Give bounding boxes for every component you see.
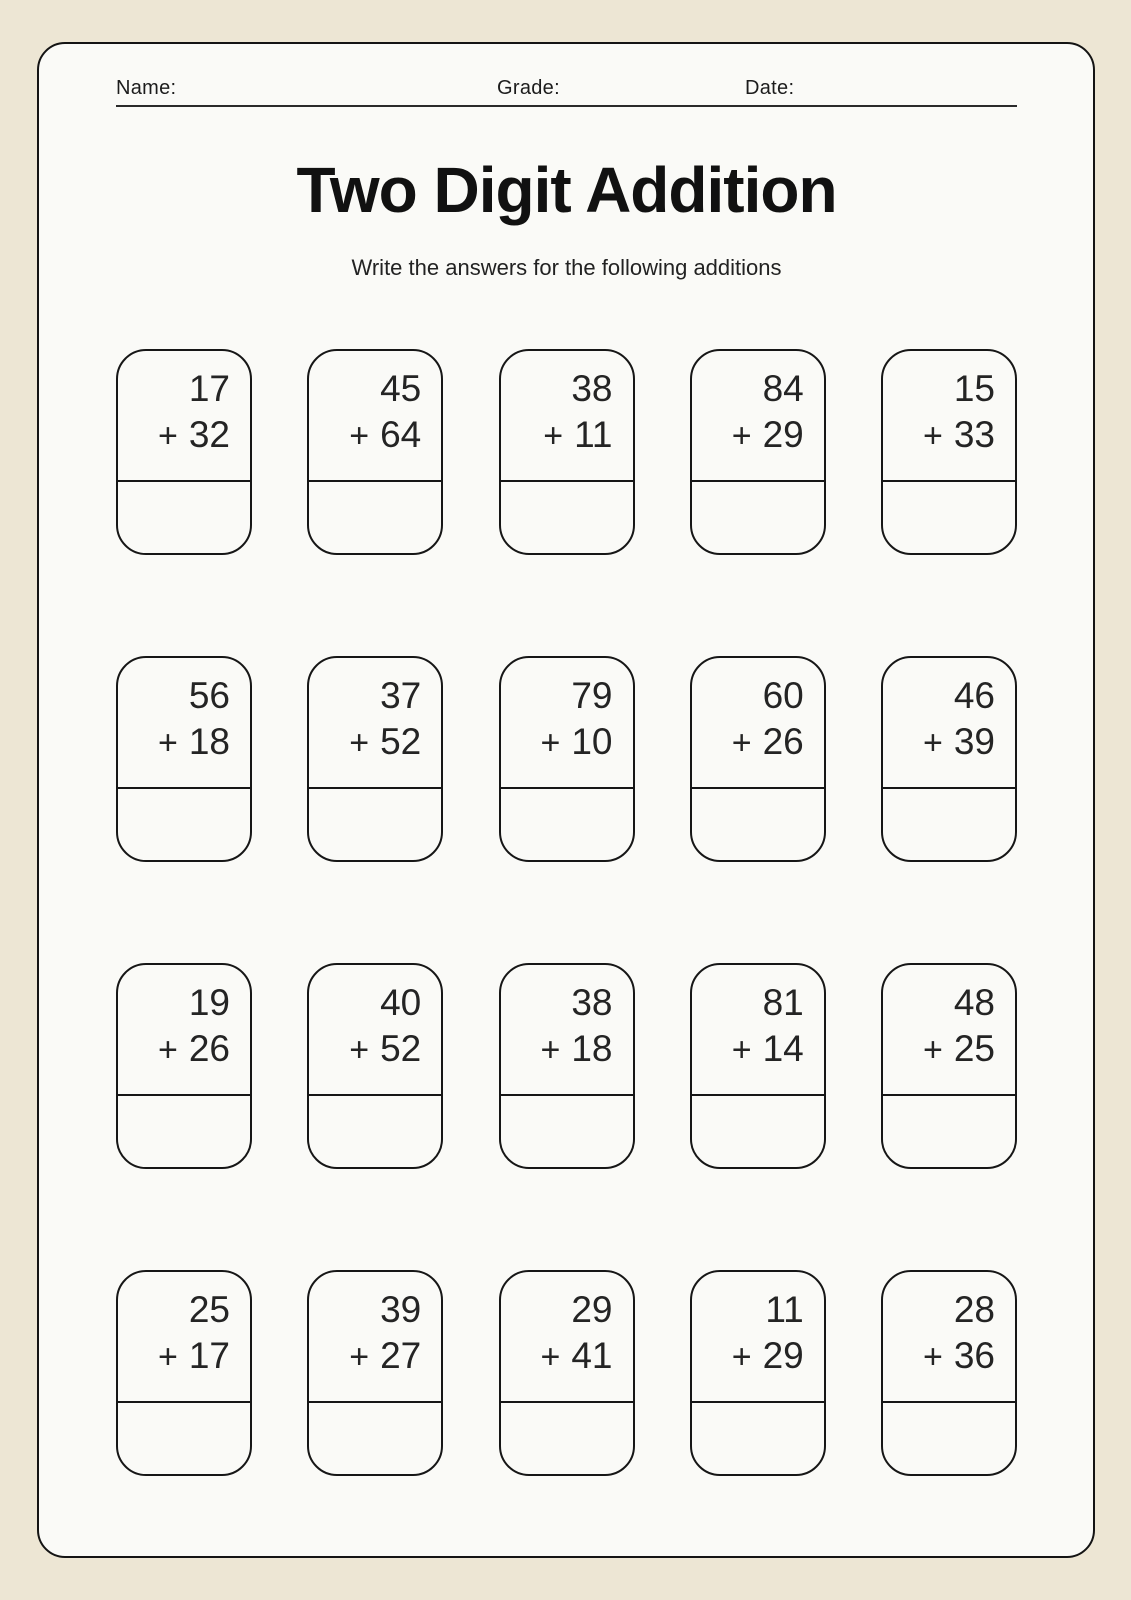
addend-bottom: 18 [188,721,230,762]
plus-sign: + [731,1338,752,1376]
problems-row [116,963,1017,1169]
problem-area [309,351,441,482]
plus-sign: + [922,417,943,455]
addend-top-line [954,1287,995,1333]
addition-card [690,349,826,555]
addend-bottom-line [732,412,804,459]
addend-bottom-line [158,412,230,459]
problem-area [501,658,633,789]
addition-card [499,656,635,862]
addend-top: 25 [188,1289,230,1330]
addend-bottom: 29 [762,1335,804,1376]
problem-area [501,351,633,482]
addition-card [881,963,1017,1169]
addend-bottom-line [732,1333,804,1380]
addend-top: 11 [765,1289,804,1330]
addend-bottom-line [732,719,804,766]
addition-card [116,349,252,555]
problem-area [883,658,1015,789]
addend-top-line [380,673,421,719]
addend-top-line [189,673,230,719]
addend-bottom: 10 [571,721,613,762]
page-subtitle: Write the answers for the following additions [351,255,782,280]
addend-top-line [571,1287,612,1333]
plus-sign: + [157,417,178,455]
problem-area [309,965,441,1096]
addend-top-line [763,366,804,412]
answer-space[interactable] [309,1096,441,1167]
problem-area [883,965,1015,1096]
answer-space[interactable] [883,789,1015,860]
addend-bottom: 52 [380,721,422,762]
addend-bottom: 27 [380,1335,422,1376]
page-title: Two Digit Addition [296,154,837,226]
plus-sign: + [349,1338,370,1376]
addend-top-line [380,1287,421,1333]
addend-top: 38 [571,982,613,1023]
addition-card [499,1270,635,1476]
addend-bottom: 41 [571,1335,613,1376]
answer-space[interactable] [501,1096,633,1167]
addend-bottom-line [540,1333,612,1380]
addend-top: 17 [188,368,230,409]
addend-bottom-line [540,719,612,766]
problem-area [118,351,250,482]
addend-bottom: 17 [188,1335,230,1376]
plus-sign: + [349,724,370,762]
problem-area [118,1272,250,1403]
addend-bottom-line [923,1026,995,1073]
plus-sign: + [540,1338,561,1376]
problem-area [883,1272,1015,1403]
addend-top-line [571,673,612,719]
problems-row [116,349,1017,555]
addend-bottom: 52 [380,1028,422,1069]
addend-bottom: 64 [380,414,422,455]
addend-top: 19 [188,982,230,1023]
addend-top-line [763,673,804,719]
addend-bottom-line [349,1026,421,1073]
plus-sign: + [731,724,752,762]
plus-sign: + [349,1031,370,1069]
addition-card [881,1270,1017,1476]
addend-top: 38 [571,368,613,409]
addend-bottom: 29 [762,414,804,455]
addend-bottom-line [923,719,995,766]
addend-top-line [954,673,995,719]
header-write-in-line [116,105,1017,107]
answer-space[interactable] [692,1096,824,1167]
addend-top: 84 [762,368,804,409]
addend-bottom-line [349,719,421,766]
addend-bottom-line [923,1333,995,1380]
addend-bottom-line [732,1026,804,1073]
addend-top: 39 [380,1289,422,1330]
addend-top: 81 [762,982,804,1023]
addend-top-line [763,980,804,1026]
addend-top-line [380,980,421,1026]
addition-card [690,656,826,862]
answer-space[interactable] [118,1403,250,1474]
plus-sign: + [543,417,564,455]
problem-area [692,965,824,1096]
addend-top-line [189,980,230,1026]
problem-area [118,965,250,1096]
addend-top: 79 [571,675,613,716]
answer-space[interactable] [883,482,1015,553]
problem-area [309,658,441,789]
addend-bottom-line [540,1026,612,1073]
addend-top-line [954,366,995,412]
addition-card [307,656,443,862]
problems-grid [116,349,1017,1476]
header [116,77,1017,103]
answer-space[interactable] [883,1403,1015,1474]
problem-area [692,1272,824,1403]
addend-bottom-line [543,412,612,459]
answer-space[interactable] [501,789,633,860]
addend-bottom-line [158,1333,230,1380]
addend-bottom: 26 [762,721,804,762]
plus-sign: + [922,1338,943,1376]
addend-top-line [380,366,421,412]
answer-space[interactable] [883,1096,1015,1167]
plus-sign: + [540,1031,561,1069]
addend-top: 56 [188,675,230,716]
plus-sign: + [922,724,943,762]
answer-space[interactable] [692,482,824,553]
problem-area [501,965,633,1096]
addend-bottom-line [158,1026,230,1073]
problem-area [309,1272,441,1403]
addition-card [881,656,1017,862]
addition-card [881,349,1017,555]
addition-card [116,656,252,862]
addend-top: 45 [380,368,422,409]
problem-area [883,351,1015,482]
worksheet-page [37,42,1095,1558]
addition-card [116,963,252,1169]
addition-card [307,963,443,1169]
answer-space[interactable] [501,1403,633,1474]
addition-card [690,963,826,1169]
addition-card [307,1270,443,1476]
addend-top-line [571,366,612,412]
problem-area [501,1272,633,1403]
problems-row [116,1270,1017,1476]
addend-bottom: 18 [571,1028,613,1069]
addition-card [499,349,635,555]
addition-card [499,963,635,1169]
addend-bottom: 25 [953,1028,995,1069]
plus-sign: + [157,1338,178,1376]
answer-space[interactable] [309,1403,441,1474]
date-label: Date: [745,77,795,99]
addend-bottom-line [349,1333,421,1380]
addend-top-line [954,980,995,1026]
addend-bottom: 33 [953,414,995,455]
addend-top-line [765,1287,803,1333]
plus-sign: + [540,724,561,762]
answer-space[interactable] [118,1096,250,1167]
problem-area [692,658,824,789]
answer-space[interactable] [692,789,824,860]
addition-card [307,349,443,555]
addend-bottom: 32 [188,414,230,455]
answer-space[interactable] [501,482,633,553]
addend-bottom: 26 [188,1028,230,1069]
addend-top-line [571,980,612,1026]
answer-space[interactable] [309,482,441,553]
addition-card [690,1270,826,1476]
addend-top: 60 [762,675,804,716]
addend-top: 48 [953,982,995,1023]
addend-top: 37 [380,675,422,716]
addend-bottom-line [923,412,995,459]
problems-row [116,656,1017,862]
problem-area [692,351,824,482]
addition-card [116,1270,252,1476]
addend-bottom: 11 [574,414,613,455]
answer-space[interactable] [118,789,250,860]
addend-top: 46 [953,675,995,716]
name-label: Name: [116,77,177,99]
addend-top: 28 [953,1289,995,1330]
plus-sign: + [731,1031,752,1069]
addend-bottom-line [158,719,230,766]
addend-top: 29 [571,1289,613,1330]
addend-bottom: 39 [953,721,995,762]
addend-top-line [189,1287,230,1333]
addend-bottom-line [349,412,421,459]
plus-sign: + [157,1031,178,1069]
addend-bottom: 14 [762,1028,804,1069]
answer-space[interactable] [692,1403,824,1474]
answer-space[interactable] [309,789,441,860]
addend-bottom: 36 [953,1335,995,1376]
answer-space[interactable] [118,482,250,553]
addend-top-line [189,366,230,412]
plus-sign: + [731,417,752,455]
plus-sign: + [157,724,178,762]
addend-top: 15 [953,368,995,409]
plus-sign: + [349,417,370,455]
addend-top: 40 [380,982,422,1023]
plus-sign: + [922,1031,943,1069]
problem-area [118,658,250,789]
grade-label: Grade: [497,77,560,99]
